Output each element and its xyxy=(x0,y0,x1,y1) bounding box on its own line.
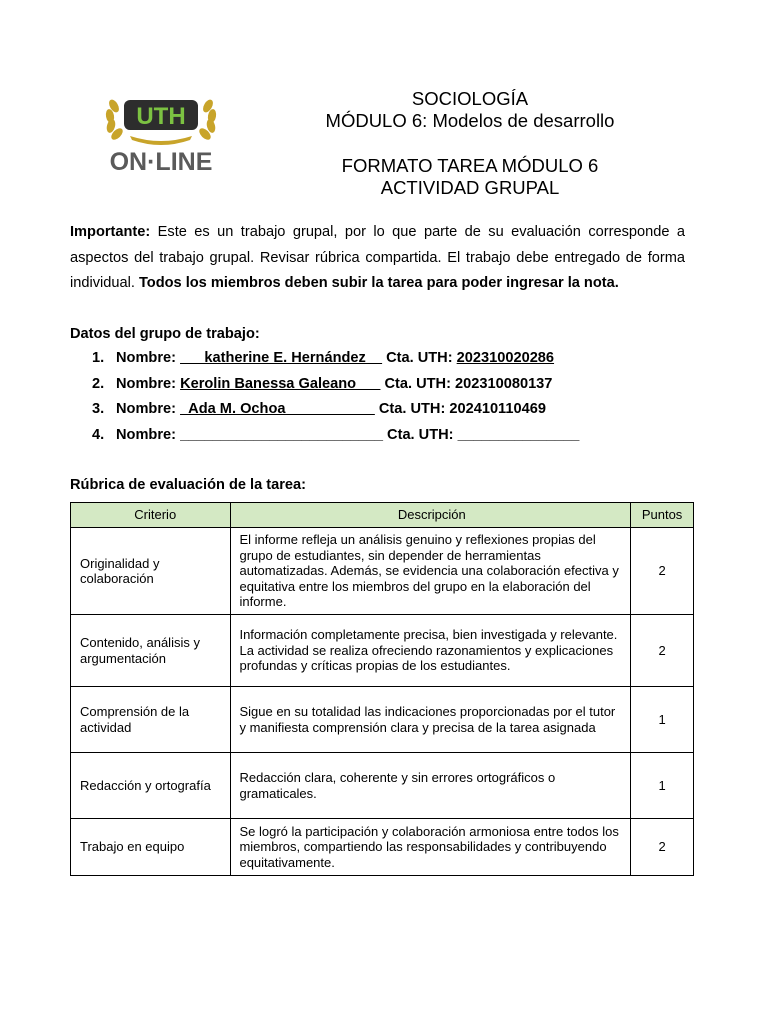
member-name-label: Nombre: xyxy=(116,375,181,392)
table-row xyxy=(71,687,694,753)
row-puntos: 1 xyxy=(631,687,694,753)
subject-title: SOCIOLOGÍA xyxy=(411,88,529,109)
row-descripcion: Información completamente precisa, bien investigada y relevante. La actividad se realiza ofreciendo razonamientos y explicaciones profundas y críticas propias de los estudiantes. xyxy=(231,615,631,687)
member-name-label: Nombre: xyxy=(116,350,181,366)
member-name: _Ada M. Ochoa___________ xyxy=(180,401,375,417)
member-number: 2. xyxy=(92,375,105,392)
row-criterio: Comprensión de la actividad xyxy=(71,687,231,753)
rubric-title: Rúbrica de evaluación de la tarea: xyxy=(70,477,307,493)
table-row xyxy=(71,819,694,876)
row-puntos: 1 xyxy=(631,753,694,819)
member-cta: 202410110469 xyxy=(449,401,546,417)
activity-title: ACTIVIDAD GRUPAL xyxy=(380,177,560,198)
member-cta: 202310020286 xyxy=(456,350,555,366)
member-cta-label: Cta. UTH: xyxy=(382,426,458,443)
member-name: _________________________ xyxy=(180,426,383,443)
intro-bold-text: Todos los miembros deben subir la tarea para poder ingresar la nota. xyxy=(138,275,619,291)
row-criterio: Originalidad y colaboración xyxy=(71,528,231,615)
laurel-wreath-icon xyxy=(100,88,222,178)
member-cta-label: Cta. UTH: xyxy=(382,350,457,366)
member-name: Kerolin Banessa Galeano___ xyxy=(180,375,381,392)
header-descripcion: Descripción xyxy=(231,503,631,528)
logo-top-text: UTH xyxy=(136,103,186,130)
member-name-label: Nombre: xyxy=(116,401,181,417)
row-descripcion: Redacción clara, coherente y sin errores ortográficos o gramaticales. xyxy=(231,753,631,819)
member-cta-label: Cta. UTH: xyxy=(380,375,456,392)
group-title: Datos del grupo de trabajo: xyxy=(70,326,260,342)
member-cta-label: Cta. UTH: xyxy=(374,401,450,417)
row-criterio: Contenido, análisis y argumentación xyxy=(71,615,231,687)
member-item xyxy=(92,397,579,423)
row-descripcion: Sigue en su totalidad las indicaciones proporcionadas por el tutor y manifiesta comprensión clara y precisa de la tarea asignada xyxy=(231,687,631,753)
header-puntos: Puntos xyxy=(631,503,694,528)
intro-paragraph xyxy=(70,220,685,297)
logo-bottom-text: ON·LINE xyxy=(109,148,213,176)
module-title: MÓDULO 6: Modelos de desarrollo xyxy=(325,110,615,131)
row-criterio: Trabajo en equipo xyxy=(71,819,231,876)
row-puntos: 2 xyxy=(631,615,694,687)
format-title: FORMATO TAREA MÓDULO 6 xyxy=(341,155,599,176)
table-row xyxy=(71,528,694,615)
member-item xyxy=(92,372,579,398)
format-block xyxy=(290,155,650,199)
row-criterio: Redacción y ortografía xyxy=(71,753,231,819)
member-item xyxy=(92,346,579,372)
member-number: 4. xyxy=(92,426,105,443)
row-descripcion: El informe refleja un análisis genuino y reflexiones propias del grupo de estudiantes, sin depender de herramientas automatizadas. Además, se evidencia una colaboración efectiva y equitativa entre los miembros del grupo en la elaboración del informe. xyxy=(231,528,631,615)
member-number: 3. xyxy=(92,401,105,417)
uth-online-logo xyxy=(100,88,222,178)
rubric-table xyxy=(70,502,694,876)
member-name-label: Nombre: xyxy=(116,426,181,443)
member-cta: _______________ xyxy=(457,426,580,443)
row-puntos: 2 xyxy=(631,528,694,615)
title-block xyxy=(290,88,650,132)
intro-label: Importante: xyxy=(70,224,151,240)
header-criterio: Criterio xyxy=(71,503,231,528)
member-number: 1. xyxy=(92,350,105,366)
table-header-row xyxy=(71,503,694,528)
member-cta: 202310080137 xyxy=(455,375,553,392)
row-puntos: 2 xyxy=(631,819,694,876)
member-name: ___katherine E. Hernández__ xyxy=(180,350,383,366)
row-descripcion: Se logró la participación y colaboración armoniosa entre todos los miembros, compartiendo las responsabilidades y contribuyendo equitativamente. xyxy=(231,819,631,876)
member-list xyxy=(92,346,579,448)
table-row xyxy=(71,753,694,819)
member-item xyxy=(92,423,579,449)
table-row xyxy=(71,615,694,687)
intro-text: Este es un trabajo grupal, por lo que parte de su evaluación corresponde a aspectos del trabajo grupal. Revisar rúbrica compartida. El trabajo debe entregado de forma individual. xyxy=(70,224,685,291)
